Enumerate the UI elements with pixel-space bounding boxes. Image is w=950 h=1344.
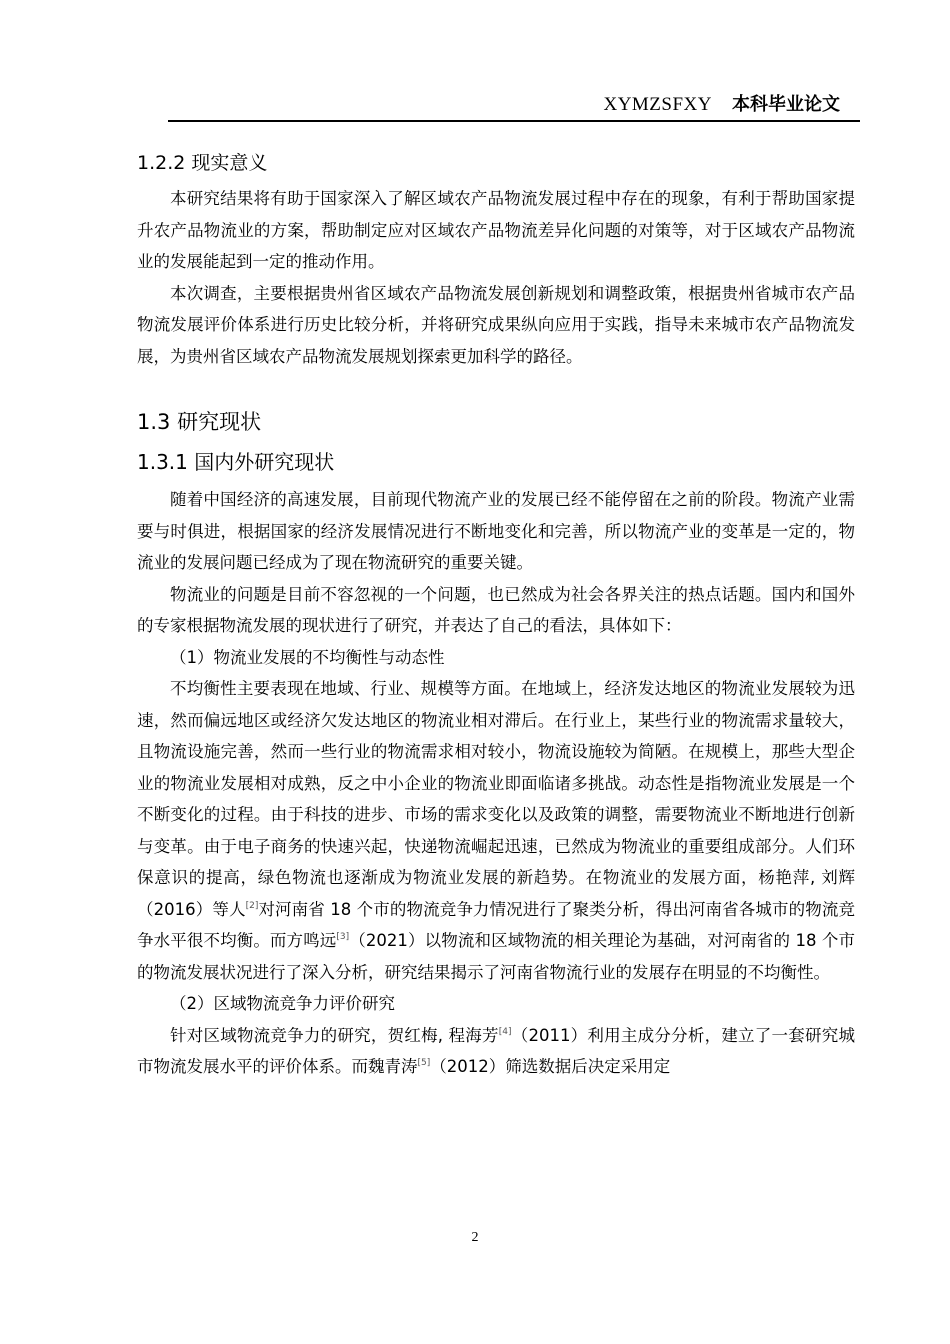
- section-heading-1-3-1: 1.3.1 国内外研究现状: [137, 450, 335, 474]
- paragraph-text: （2021）以物流和区域物流的相关理论为基础，对河南省的 18 个市的物流发展状况进行了深入分析，研究结果揭示了河南省物流行业的发展存在明显的不均衡性。: [137, 931, 856, 982]
- paragraph: 本次调查，主要根据贵州省区域农产品物流发展创新规划和调整政策，根据贵州省城市农产品物流发展评价体系进行历史比较分析，并将研究成果纵向应用于实践，指导未来城市农产品物流发展，为贵州省区域农产品物流发展规划探索更加科学的路径。: [137, 283, 855, 366]
- section-heading-1-2-2: 1.2.2 现实意义: [137, 152, 268, 174]
- paragraph: 物流业的问题是目前不容忽视的一个问题，也已然成为社会各界关注的热点话题。国内和国外的专家根据物流发展的现状进行了研究，并表达了自己的看法，具体如下：: [137, 584, 855, 635]
- paragraph-text: 不均衡性主要表现在地域、行业、规模等方面。在地域上，经济发达地区的物流业发展较为迅速，然而偏远地区或经济欠发达地区的物流业相对滞后。在行业上，某些行业的物流需求量较大，且物流设施完善，然而一些行业的物流需求相对较小，物流设施较为简陋。在规模上，那些大型企业的物流业发展相对成熟，反之中小企业的物流业即面临诸多挑战。动态性是指物流业发展是一个不断变化的过程。由于科技的进步、市场的需求变化以及政策的调整，需要物流业不断地进行创新与变革。由于电子商务的快速兴起，快递物流崛起迅速，已然成为物流业的重要组成部分。人们环保意识的提高，绿色物流也逐渐成为物流业发展的新趋势。在物流业的发展方面，杨艳萍, 刘辉（2016）等人: [137, 679, 855, 919]
- paragraph-text: 对河南省 18 个市的物流竞争力情况进行了聚类分析，得出河南省各城市的物流竞争水平很不均衡。而方鸣远: [137, 899, 855, 950]
- citation-ref: [2]: [245, 900, 259, 911]
- paragraph-text: 针对区域物流竞争力的研究，贺红梅, 程海芳: [170, 1025, 499, 1045]
- header-latin-title: XYMZSFXY: [603, 94, 712, 115]
- citation-ref: [5]: [417, 1058, 431, 1068]
- paragraph-text: （2011）利用主成分分析，建立了一套研究城市物流发展水平的评价体系。而魏青涛: [137, 1025, 855, 1076]
- document-body: [137, 148, 855, 1083]
- running-header: [168, 92, 860, 122]
- paragraph: 本研究结果将有助于国家深入了解区域农产品物流发展过程中存在的现象，有利于帮助国家提升农产品物流业的方案，帮助制定应对区域农产品物流差异化问题的对策等，对于区域农产品物流业的发展能起到一定的推动作用。: [137, 189, 855, 271]
- citation-ref: [4]: [498, 1026, 512, 1037]
- section-heading-1-3: 1.3 研究现状: [137, 410, 262, 434]
- page-number: 2: [471, 1230, 479, 1245]
- paragraph: 随着中国经济的高速发展，目前现代物流产业的发展已经不能停留在之前的阶段。物流产业需要与时俱进，根据国家的经济发展情况进行不断地变化和完善，所以物流产业的变革是一定的，物流业的发展问题已经成为了现在物流研究的重要关键。: [137, 490, 855, 572]
- citation-ref: [3]: [336, 932, 350, 942]
- header-cjk-title: 本科毕业论文: [732, 94, 840, 115]
- paragraph-text: （2012）筛选数据后决定采用定: [430, 1057, 671, 1076]
- list-item-heading: （1）物流业发展的不均衡性与动态性: [170, 647, 445, 667]
- paragraph-with-citations: [137, 673, 855, 988]
- list-item-heading: （2）区域物流竞争力评价研究: [170, 994, 395, 1013]
- paragraph-with-citations: [137, 1020, 855, 1083]
